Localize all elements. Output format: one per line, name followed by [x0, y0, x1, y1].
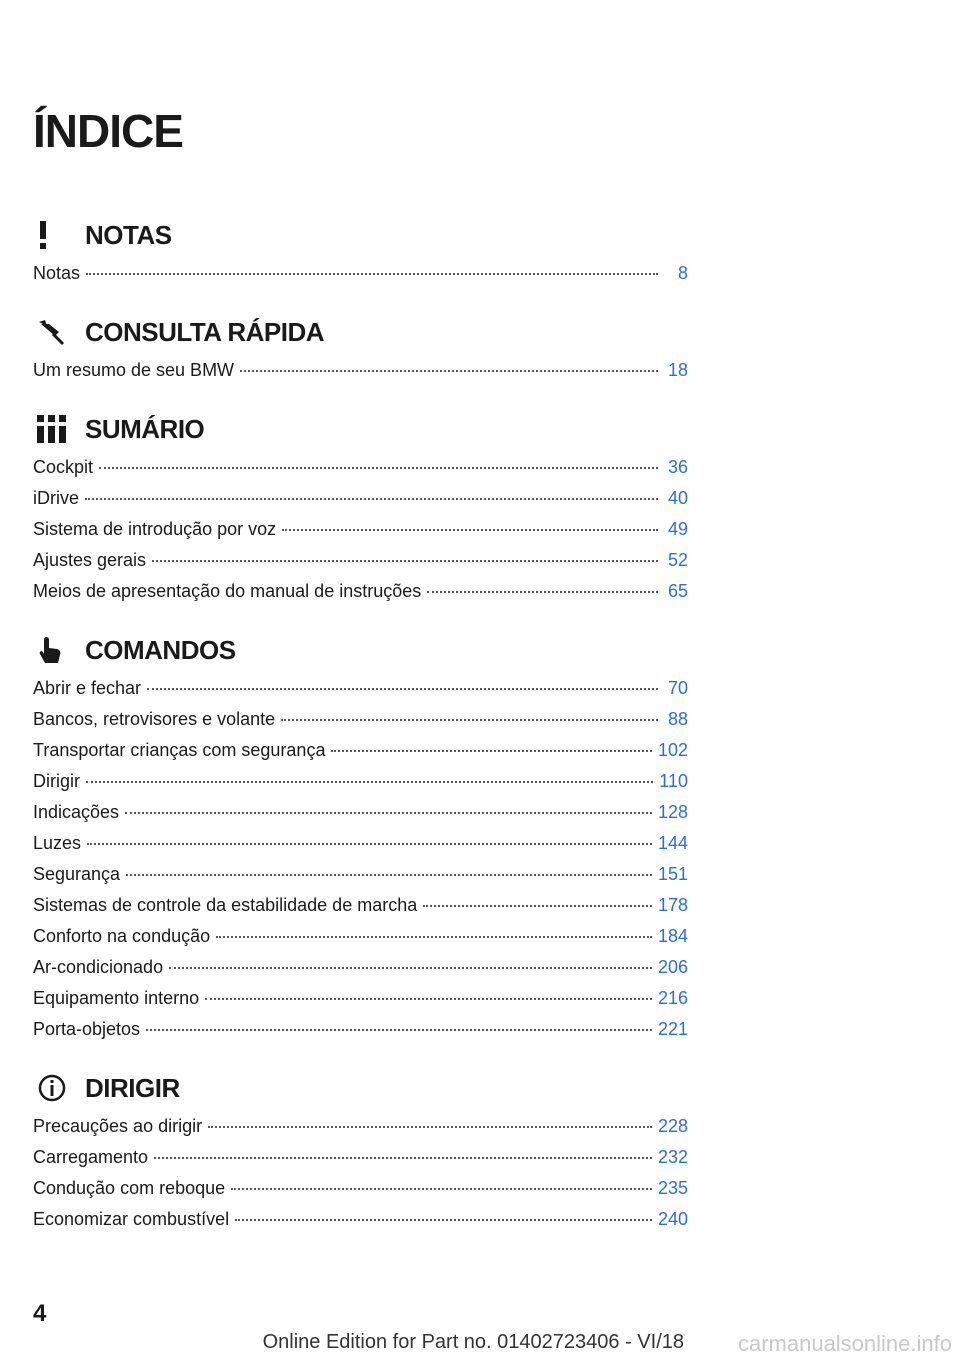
toc-entry-label[interactable]: iDrive: [33, 488, 80, 508]
dot-leader: [154, 1156, 652, 1159]
section-header: [33, 214, 688, 256]
dot-leader: [331, 749, 651, 752]
toc-section: [33, 1067, 688, 1235]
toc-page-link[interactable]: 232: [657, 1147, 688, 1167]
toc-entry[interactable]: [33, 1204, 688, 1235]
toc-page-link[interactable]: 151: [657, 864, 688, 884]
toc-entry[interactable]: [33, 921, 688, 952]
dot-leader: [423, 904, 652, 907]
toc-entry-label[interactable]: Porta-objetos: [33, 1019, 141, 1039]
dot-leader: [231, 1187, 652, 1190]
toc-page-link[interactable]: 52: [667, 550, 688, 570]
toc-entry[interactable]: [33, 890, 688, 921]
dot-leader: [152, 559, 658, 562]
toc-section: [33, 629, 688, 1045]
toc-entry-label[interactable]: Equipamento interno: [33, 988, 200, 1008]
toc-entry-label[interactable]: Ar-condicionado: [33, 957, 164, 977]
section-header: [33, 629, 688, 671]
section-title: SUMÁRIO: [85, 413, 205, 444]
page-number: 4: [33, 1300, 47, 1327]
toc-page-link[interactable]: 216: [657, 988, 688, 1008]
section-title: CONSULTA RÁPIDA: [85, 316, 325, 347]
toc-entry-label[interactable]: Sistema de introdução por voz: [33, 519, 277, 539]
toc-page-link[interactable]: 102: [657, 740, 688, 760]
dot-leader: [147, 687, 658, 690]
toc-page-link[interactable]: 40: [667, 488, 688, 508]
toc-entry[interactable]: [33, 797, 688, 828]
toc-section: [33, 311, 688, 386]
section-header: [33, 1067, 688, 1109]
toc-entry-label[interactable]: Bancos, retrovisores e volante: [33, 709, 276, 729]
toc-entry-label[interactable]: Ajustes gerais: [33, 550, 147, 570]
toc-entry-label[interactable]: Notas: [33, 263, 81, 283]
toc-entry[interactable]: [33, 355, 688, 386]
dot-leader: [86, 272, 658, 275]
toc-entry[interactable]: [33, 514, 688, 545]
toc-entry-label[interactable]: Um resumo de seu BMW: [33, 360, 235, 380]
toc-page-link[interactable]: 184: [657, 926, 688, 946]
toc-entry[interactable]: [33, 704, 688, 735]
toc-page-link[interactable]: 36: [667, 457, 688, 477]
toc-entry[interactable]: [33, 952, 688, 983]
toc-entry-label[interactable]: Meios de apresentação do manual de instruções: [33, 581, 422, 601]
toc-entry[interactable]: [33, 828, 688, 859]
dot-leader: [169, 966, 652, 969]
toc-entry-label[interactable]: Sistemas de controle da estabilidade de marcha: [33, 895, 418, 915]
section-header: [33, 311, 688, 353]
toc-entry[interactable]: [33, 1111, 688, 1142]
dot-leader: [240, 369, 658, 372]
pin-icon: [33, 316, 73, 348]
toc-entry-label[interactable]: Condução com reboque: [33, 1178, 226, 1198]
dot-leader: [126, 873, 652, 876]
toc-entry-label[interactable]: Economizar combustível: [33, 1209, 230, 1229]
dot-leader: [235, 1218, 652, 1221]
dot-leader: [282, 528, 658, 531]
toc-page-link[interactable]: 206: [657, 957, 688, 977]
toc-entry[interactable]: [33, 258, 688, 289]
dot-leader: [146, 1028, 652, 1031]
toc-entry[interactable]: [33, 1142, 688, 1173]
section-title: DIRIGIR: [85, 1072, 180, 1103]
section-header: [33, 408, 688, 450]
toc-page-link[interactable]: 18: [667, 360, 688, 380]
toc-entry-label[interactable]: Segurança: [33, 864, 121, 884]
section-title: NOTAS: [85, 219, 172, 250]
toc-entry[interactable]: [33, 983, 688, 1014]
toc-entry-label[interactable]: Precauções ao dirigir: [33, 1116, 203, 1136]
toc-entry[interactable]: [33, 545, 688, 576]
dot-leader: [87, 842, 652, 845]
toc-page-link[interactable]: 110: [659, 771, 688, 791]
dot-leader: [427, 590, 658, 593]
toc-entry-label[interactable]: Transportar crianças com segurança: [33, 740, 326, 760]
toc-entry[interactable]: [33, 859, 688, 890]
dot-leader: [216, 935, 652, 938]
toc-section: [33, 408, 688, 607]
toc-page-link[interactable]: 221: [657, 1019, 688, 1039]
toc-page-link[interactable]: 88: [667, 709, 688, 729]
toc-entry[interactable]: [33, 673, 688, 704]
toc-entry-label[interactable]: Carregamento: [33, 1147, 149, 1167]
toc-entry[interactable]: [33, 1173, 688, 1204]
toc-entry-label[interactable]: Conforto na condução: [33, 926, 211, 946]
toc-page-link[interactable]: 235: [657, 1178, 688, 1198]
info-circle-icon: [33, 1072, 73, 1104]
toc-entry-label[interactable]: Luzes: [33, 833, 82, 853]
toc-entry-label[interactable]: Dirigir: [33, 771, 80, 791]
grid-icon: [33, 413, 73, 445]
dot-leader: [85, 497, 658, 500]
hand-pointer-icon: [33, 634, 73, 666]
dot-leader: [99, 466, 658, 469]
toc-entry-label[interactable]: Indicações: [33, 802, 120, 822]
toc-page-link[interactable]: 65: [667, 581, 688, 601]
toc-entry[interactable]: [33, 452, 688, 483]
toc-page-link[interactable]: 240: [657, 1209, 688, 1229]
toc-section: [33, 214, 688, 289]
dot-leader: [86, 780, 653, 783]
toc-page-link[interactable]: 128: [657, 802, 688, 822]
dot-leader: [205, 997, 652, 1000]
toc-page-link[interactable]: 144: [657, 833, 688, 853]
toc-page-link[interactable]: 49: [667, 519, 688, 539]
toc-entry[interactable]: [33, 576, 688, 607]
toc-entry[interactable]: [33, 766, 688, 797]
toc-page-link[interactable]: 8: [677, 263, 688, 283]
edition-footer: Online Edition for Part no. 01402723406 - VI/18: [262, 1331, 684, 1353]
toc-entry-label[interactable]: Cockpit: [33, 457, 94, 477]
dot-leader: [125, 811, 652, 814]
exclamation-icon: [33, 219, 73, 251]
section-title: COMANDOS: [85, 634, 236, 665]
dot-leader: [208, 1125, 652, 1128]
table-of-contents: [33, 214, 688, 1257]
toc-page-link[interactable]: 70: [667, 678, 688, 698]
toc-entry[interactable]: [33, 735, 688, 766]
page-title: ÍNDICE: [33, 105, 183, 157]
toc-entry-label[interactable]: Abrir e fechar: [33, 678, 142, 698]
toc-entry[interactable]: [33, 483, 688, 514]
toc-page-link[interactable]: 178: [657, 895, 688, 915]
toc-entry[interactable]: [33, 1014, 688, 1045]
dot-leader: [281, 718, 658, 721]
watermark: carmanualsonline.info: [737, 1331, 952, 1356]
toc-page-link[interactable]: 228: [657, 1116, 688, 1136]
